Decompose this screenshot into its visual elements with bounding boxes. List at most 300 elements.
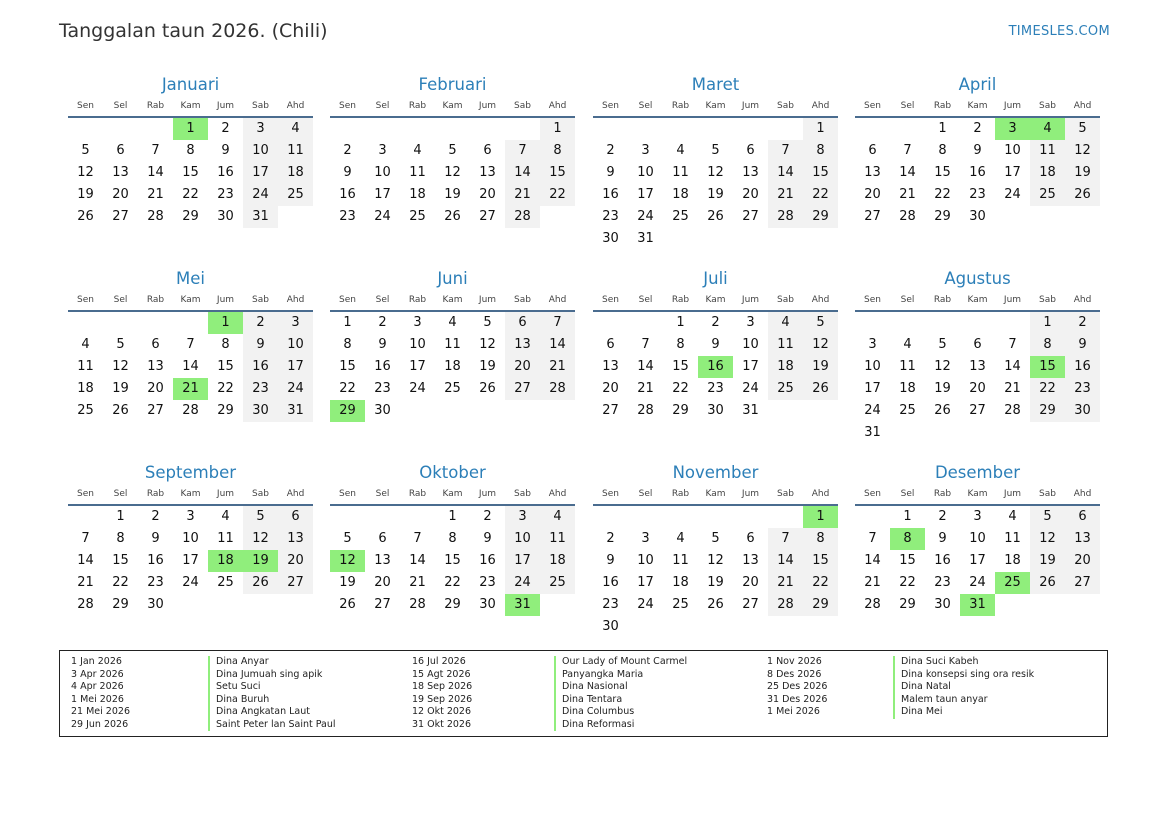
day-cell: 9 [151, 531, 160, 546]
day-cell: 7 [81, 531, 90, 546]
day-cell: 14 [899, 165, 916, 180]
day-cell: 28 [899, 209, 916, 224]
week-row [330, 572, 575, 594]
day-cell: 18 [1030, 162, 1065, 184]
day-cell: 26 [339, 597, 356, 612]
legend-item [767, 656, 1093, 669]
legend-holiday-name: Dina Suci Kabeh [893, 656, 979, 669]
day-cell: 11 [1030, 140, 1065, 162]
empty-day-cell [138, 118, 173, 140]
day-cell: 22 [672, 381, 689, 396]
weekday-label: Rab [146, 295, 165, 305]
weekday-header [330, 99, 575, 113]
day-cell: 31 [864, 425, 881, 440]
day-cell: 23 [147, 575, 164, 590]
holiday-day-cell: 31 [960, 594, 995, 616]
holiday-day-cell: 15 [1030, 356, 1065, 378]
holiday-day-cell: 31 [505, 594, 540, 616]
empty-day-cell [138, 312, 173, 334]
day-cell: 6 [746, 531, 755, 546]
day-cell: 7 [413, 531, 422, 546]
day-cell: 10 [374, 165, 391, 180]
weekday-label: Kam [180, 295, 201, 305]
day-cell: 13 [278, 528, 313, 550]
weekday-label: Sab [777, 101, 794, 111]
day-cell: 29 [803, 206, 838, 228]
empty-day-cell [365, 506, 400, 528]
day-cell: 28 [864, 597, 881, 612]
empty-day-cell [768, 228, 803, 250]
legend-date: 31 Okt 2026 [412, 718, 472, 730]
day-cell: 21 [637, 381, 654, 396]
day-cell: 26 [444, 209, 461, 224]
day-cell: 9 [711, 337, 720, 352]
day-cell: 2 [243, 312, 278, 334]
legend-holiday-name: Dina Mei [893, 706, 943, 719]
day-cell: 28 [77, 597, 94, 612]
day-cell: 24 [864, 403, 881, 418]
week-row [330, 378, 575, 400]
week-row [593, 506, 838, 528]
week-row [330, 162, 575, 184]
day-cell: 21 [899, 187, 916, 202]
day-cell: 23 [969, 187, 986, 202]
weekday-label: Kam [705, 295, 726, 305]
empty-day-cell [855, 118, 890, 140]
day-cell: 16 [969, 165, 986, 180]
weekday-label: Sab [1039, 101, 1056, 111]
week-row [68, 550, 313, 572]
empty-day-cell [733, 118, 768, 140]
day-cell: 25 [540, 572, 575, 594]
week-row [855, 334, 1100, 356]
week-row [68, 572, 313, 594]
weekday-label: Rab [146, 101, 165, 111]
week-row [68, 162, 313, 184]
legend-holiday-name: Saint Peter lan Saint Paul [208, 719, 336, 732]
day-cell: 8 [938, 143, 947, 158]
day-cell: 21 [768, 572, 803, 594]
day-cell: 27 [1065, 572, 1100, 594]
day-cell: 29 [672, 403, 689, 418]
week-row [855, 550, 1100, 572]
day-cell: 18 [540, 550, 575, 572]
day-cell: 17 [1004, 165, 1021, 180]
day-cell: 28 [1004, 403, 1021, 418]
month-september [68, 463, 313, 616]
day-cell: 29 [217, 403, 234, 418]
empty-day-cell [628, 616, 663, 638]
empty-day-cell [400, 400, 435, 422]
day-cell: 23 [602, 597, 619, 612]
day-cell: 3 [641, 531, 650, 546]
empty-day-cell [925, 312, 960, 334]
empty-day-cell [890, 118, 925, 140]
weekday-label: Jum [741, 489, 760, 499]
week-row [855, 572, 1100, 594]
empty-day-cell [855, 312, 890, 334]
day-cell: 28 [182, 403, 199, 418]
empty-day-cell [768, 400, 803, 422]
holiday-day-cell: 21 [173, 378, 208, 400]
day-cell: 2 [343, 143, 352, 158]
day-cell: 1 [938, 121, 947, 136]
day-cell: 23 [217, 187, 234, 202]
week-row [855, 162, 1100, 184]
day-cell: 8 [803, 140, 838, 162]
day-cell: 5 [243, 506, 278, 528]
day-cell: 22 [1030, 378, 1065, 400]
legend-date: 25 Des 2026 [767, 681, 828, 692]
day-cell: 19 [803, 356, 838, 378]
weekday-header [330, 293, 575, 307]
month-maret [593, 75, 838, 250]
week-row [593, 572, 838, 594]
day-cell: 11 [768, 334, 803, 356]
empty-day-cell [628, 312, 663, 334]
day-cell: 21 [768, 184, 803, 206]
day-cell: 23 [374, 381, 391, 396]
day-cell: 17 [969, 553, 986, 568]
empty-day-cell [803, 616, 838, 638]
day-cell: 26 [243, 572, 278, 594]
weekday-label: Sab [514, 101, 531, 111]
day-cell: 5 [1065, 118, 1100, 140]
empty-day-cell [365, 118, 400, 140]
weekday-label: Sel [900, 489, 915, 499]
day-cell: 9 [221, 143, 230, 158]
day-cell: 22 [182, 187, 199, 202]
day-cell: 24 [505, 572, 540, 594]
day-cell: 4 [903, 337, 912, 352]
day-cell: 4 [448, 315, 457, 330]
day-cell: 16 [147, 553, 164, 568]
empty-day-cell [960, 312, 995, 334]
legend-date: 8 Des 2026 [767, 668, 822, 680]
day-cell: 9 [938, 531, 947, 546]
day-cell: 29 [444, 597, 461, 612]
legend-date: 29 Jun 2026 [71, 718, 129, 730]
weekday-label: Rab [408, 101, 427, 111]
day-cell: 2 [711, 315, 720, 330]
week-row [68, 140, 313, 162]
day-cell: 21 [77, 575, 94, 590]
empty-day-cell [435, 118, 470, 140]
legend-date: 1 Jan 2026 [71, 656, 122, 667]
day-cell: 16 [602, 575, 619, 590]
month-juli [593, 269, 838, 422]
weekday-label: Sel [113, 489, 128, 499]
day-cell: 18 [768, 356, 803, 378]
day-cell: 26 [77, 209, 94, 224]
empty-day-cell [1065, 594, 1100, 616]
month-agustus [855, 269, 1100, 444]
day-cell: 3 [746, 315, 755, 330]
weekday-label: Jum [741, 101, 760, 111]
day-cell: 26 [1065, 184, 1100, 206]
day-cell: 21 [864, 575, 881, 590]
weekday-label: Kam [967, 295, 988, 305]
day-cell: 11 [672, 165, 689, 180]
day-cell: 30 [707, 403, 724, 418]
legend-item [767, 669, 1093, 682]
legend-date: 1 Mei 2026 [71, 693, 124, 705]
legend-date: 15 Agt 2026 [412, 668, 471, 680]
week-row [593, 378, 838, 400]
month-desember [855, 463, 1100, 616]
day-cell: 30 [934, 597, 951, 612]
week-row [68, 118, 313, 140]
weekday-label: Sel [113, 101, 128, 111]
day-cell: 12 [934, 359, 951, 374]
day-cell: 5 [1030, 506, 1065, 528]
week-row [68, 506, 313, 528]
legend-date: 12 Okt 2026 [412, 706, 472, 717]
day-cell: 10 [637, 165, 654, 180]
day-cell: 19 [479, 359, 496, 374]
weekday-label: Jum [1003, 489, 1022, 499]
day-cell: 28 [768, 594, 803, 616]
day-cell: 11 [444, 337, 461, 352]
holiday-day-cell: 1 [173, 118, 208, 140]
day-cell: 5 [81, 143, 90, 158]
month-januari [68, 75, 313, 228]
day-cell: 3 [378, 143, 387, 158]
empty-day-cell [698, 118, 733, 140]
empty-day-cell [890, 422, 925, 444]
legend-item [767, 706, 1093, 719]
day-cell: 4 [413, 143, 422, 158]
day-cell: 9 [378, 337, 387, 352]
empty-day-cell [278, 206, 313, 228]
holiday-day-cell: 4 [1030, 118, 1065, 140]
day-cell: 29 [112, 597, 129, 612]
day-cell: 10 [1004, 143, 1021, 158]
day-cell: 2 [378, 315, 387, 330]
day-cell: 29 [1030, 400, 1065, 422]
day-cell: 25 [1030, 184, 1065, 206]
empty-day-cell [68, 118, 103, 140]
day-cell: 6 [151, 337, 160, 352]
weekday-label: Sab [252, 489, 269, 499]
day-cell: 13 [864, 165, 881, 180]
empty-day-cell [103, 312, 138, 334]
day-cell: 16 [1065, 356, 1100, 378]
empty-day-cell [470, 118, 505, 140]
weekday-label: Ahd [1073, 489, 1092, 499]
day-cell: 25 [77, 403, 94, 418]
week-row [855, 312, 1100, 334]
day-cell: 13 [1065, 528, 1100, 550]
day-cell: 2 [606, 531, 615, 546]
empty-day-cell [505, 400, 540, 422]
empty-day-cell [698, 616, 733, 638]
day-cell: 28 [637, 403, 654, 418]
day-cell: 27 [479, 209, 496, 224]
week-row [855, 118, 1100, 140]
day-cell: 3 [973, 509, 982, 524]
weekday-label: Sel [638, 101, 653, 111]
weekday-label: Kam [442, 295, 463, 305]
empty-day-cell [540, 206, 575, 228]
day-cell: 5 [343, 531, 352, 546]
day-cell: 22 [899, 575, 916, 590]
week-row [593, 400, 838, 422]
empty-day-cell [698, 228, 733, 250]
weekday-label: Jum [478, 489, 497, 499]
day-cell: 5 [938, 337, 947, 352]
day-cell: 8 [186, 143, 195, 158]
day-cell: 17 [409, 359, 426, 374]
week-row [68, 184, 313, 206]
day-cell: 23 [1065, 378, 1100, 400]
month-name: Desember [934, 463, 1021, 482]
day-cell: 19 [1030, 550, 1065, 572]
day-cell: 3 [186, 509, 195, 524]
empty-day-cell [593, 506, 628, 528]
empty-day-cell [470, 400, 505, 422]
day-cell: 31 [637, 231, 654, 246]
week-row [593, 550, 838, 572]
day-cell: 12 [1065, 140, 1100, 162]
empty-day-cell [540, 400, 575, 422]
weekday-label: Rab [671, 101, 690, 111]
day-cell: 2 [973, 121, 982, 136]
day-cell: 4 [81, 337, 90, 352]
day-cell: 18 [278, 162, 313, 184]
legend-holiday-name: Panyangka Maria [554, 669, 643, 682]
weekday-label: Ahd [548, 295, 567, 305]
day-cell: 20 [505, 356, 540, 378]
day-cell: 15 [339, 359, 356, 374]
day-cell: 9 [243, 334, 278, 356]
empty-day-cell [173, 312, 208, 334]
empty-day-cell [995, 312, 1030, 334]
empty-day-cell [733, 506, 768, 528]
day-cell: 26 [1030, 572, 1065, 594]
empty-day-cell [995, 594, 1030, 616]
day-cell: 9 [606, 165, 615, 180]
day-cell: 14 [637, 359, 654, 374]
legend-date: 18 Sep 2026 [412, 681, 473, 692]
day-cell: 14 [77, 553, 94, 568]
weekday-label: Rab [671, 295, 690, 305]
day-cell: 20 [742, 187, 759, 202]
weekday-header [593, 487, 838, 501]
day-cell: 30 [602, 619, 619, 634]
day-cell: 8 [448, 531, 457, 546]
day-cell: 15 [217, 359, 234, 374]
day-cell: 12 [112, 359, 129, 374]
day-cell: 20 [278, 550, 313, 572]
empty-day-cell [698, 506, 733, 528]
day-cell: 17 [243, 162, 278, 184]
day-cell: 29 [803, 594, 838, 616]
day-cell: 20 [1065, 550, 1100, 572]
day-cell: 26 [934, 403, 951, 418]
day-cell: 28 [409, 597, 426, 612]
weekday-label: Jum [216, 489, 235, 499]
day-cell: 16 [339, 187, 356, 202]
empty-day-cell [1065, 206, 1100, 228]
empty-day-cell [103, 118, 138, 140]
weekday-label: Rab [933, 101, 952, 111]
week-row [593, 312, 838, 334]
day-cell: 13 [602, 359, 619, 374]
legend-holiday-name: Dina Anyar [208, 656, 269, 669]
legend-item [767, 694, 1093, 707]
day-cell: 7 [868, 531, 877, 546]
day-cell: 7 [1008, 337, 1017, 352]
week-row [855, 506, 1100, 528]
day-cell: 22 [540, 184, 575, 206]
brand-link[interactable]: TIMESLES.COM [1008, 24, 1110, 39]
week-row [593, 528, 838, 550]
weekday-label: Kam [180, 101, 201, 111]
day-cell: 19 [707, 575, 724, 590]
day-cell: 4 [1008, 509, 1017, 524]
weekday-label: Kam [442, 101, 463, 111]
day-cell: 6 [483, 143, 492, 158]
legend-holiday-name: Dina Natal [893, 681, 951, 694]
weekday-label: Rab [933, 295, 952, 305]
day-cell: 7 [903, 143, 912, 158]
day-cell: 26 [479, 381, 496, 396]
week-row [330, 550, 575, 572]
month-oktober [330, 463, 575, 616]
legend-item [412, 706, 754, 719]
weekday-label: Ahd [1073, 295, 1092, 305]
holiday-day-cell: 1 [803, 506, 838, 528]
day-cell: 7 [641, 337, 650, 352]
week-row [855, 356, 1100, 378]
day-cell: 11 [1004, 531, 1021, 546]
weekday-label: Ahd [811, 295, 830, 305]
day-cell: 20 [479, 187, 496, 202]
day-cell: 7 [186, 337, 195, 352]
day-cell: 25 [768, 378, 803, 400]
day-cell: 14 [540, 334, 575, 356]
day-cell: 12 [479, 337, 496, 352]
day-cell: 8 [221, 337, 230, 352]
empty-day-cell [208, 594, 243, 616]
day-cell: 14 [864, 553, 881, 568]
day-cell: 19 [77, 187, 94, 202]
day-cell: 13 [147, 359, 164, 374]
weekday-label: Sel [375, 295, 390, 305]
day-cell: 24 [409, 381, 426, 396]
day-cell: 27 [278, 572, 313, 594]
day-cell: 15 [672, 359, 689, 374]
weekday-label: Rab [408, 295, 427, 305]
day-cell: 16 [934, 553, 951, 568]
empty-day-cell [628, 118, 663, 140]
day-cell: 15 [182, 165, 199, 180]
weekday-label: Sel [375, 489, 390, 499]
week-row [855, 206, 1100, 228]
weekday-header [855, 99, 1100, 113]
week-row [855, 184, 1100, 206]
day-cell: 16 [217, 165, 234, 180]
day-cell: 14 [768, 162, 803, 184]
day-cell: 1 [803, 118, 838, 140]
weekday-header [593, 293, 838, 307]
day-cell: 16 [479, 553, 496, 568]
legend-date: 31 Des 2026 [767, 693, 828, 705]
day-cell: 20 [602, 381, 619, 396]
day-cell: 2 [606, 143, 615, 158]
day-cell: 27 [742, 209, 759, 224]
